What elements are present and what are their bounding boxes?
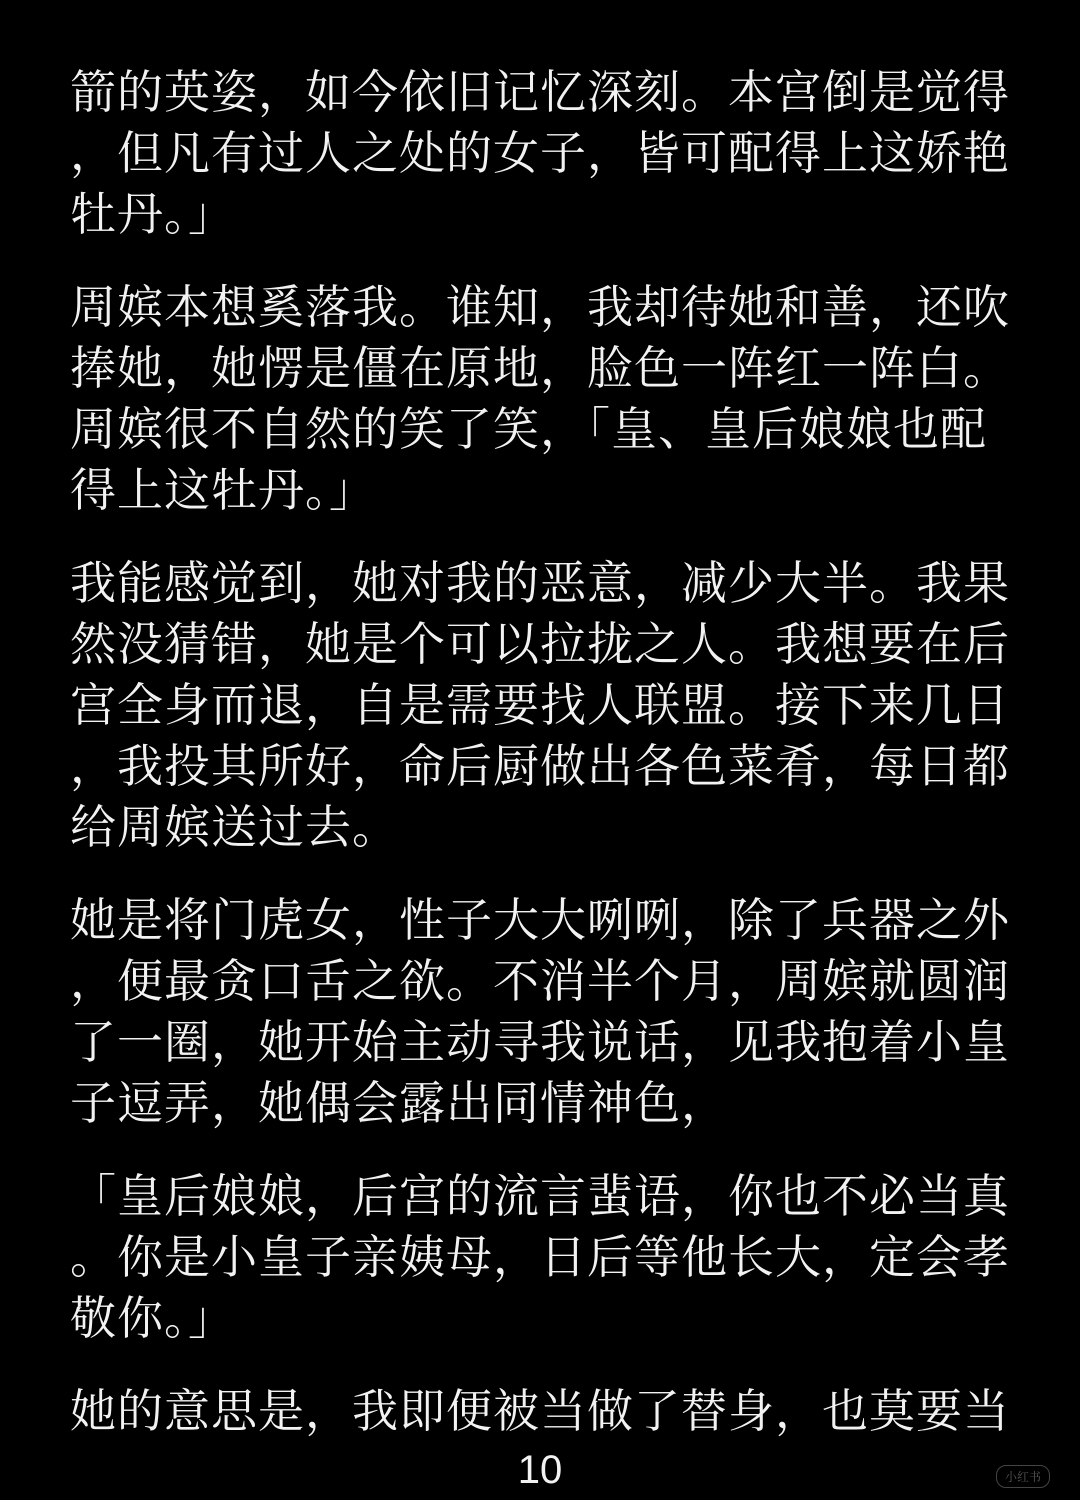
text-line: 得上这牡丹。」 (70, 463, 376, 517)
text-line: 她是将门虎女，性子大大咧咧，除了兵器之外 (70, 893, 1010, 947)
text-line: 箭的英姿，如今依旧记忆深刻。本宫倒是觉得 (70, 65, 1010, 119)
text-line: 我能感觉到，她对我的恶意，减少大半。我果 (70, 556, 1010, 610)
paragraph-2 (70, 277, 1014, 521)
page-number: 10 (517, 1448, 563, 1492)
text-line: 。你是小皇子亲姨母，日后等他长大，定会孝 (70, 1230, 1010, 1284)
text-line: ，我投其所好，命后厨做出各色菜肴，每日都 (70, 739, 1010, 793)
text-line: 她的意思是，我即便被当做了替身，也莫要当 (70, 1384, 1010, 1438)
text-line: ，便最贪口舌之欲。不消半个月，周嫔就圆润 (70, 954, 1010, 1008)
text-line: 牡丹。」 (70, 187, 235, 241)
paragraph-4 (70, 890, 1014, 1134)
text-line: 周嫔很不自然的笑了笑，「皇、皇后娘娘也配 (70, 402, 987, 456)
text-line: 捧她，她愣是僵在原地，脸色一阵红一阵白。 (70, 341, 1010, 395)
paragraph-1 (70, 62, 1014, 245)
text-line: 周嫔本想奚落我。谁知，我却待她和善，还吹 (70, 280, 1010, 334)
watermark-logo: 小红书 (996, 1465, 1050, 1488)
text-line: 子逗弄，她偶会露出同情神色， (70, 1076, 728, 1130)
text-line: 了一圈，她开始主动寻我说话，见我抱着小皇 (70, 1015, 1010, 1069)
text-line: 给周嫔送过去。 (70, 800, 399, 854)
paragraph-5 (70, 1166, 1014, 1349)
text-body (70, 62, 1014, 1474)
text-line: 敬你。」 (70, 1291, 235, 1345)
text-line: 宫全身而退，自是需要找人联盟。接下来几日 (70, 678, 1010, 732)
text-line: 然没猜错，她是个可以拉拢之人。我想要在后 (70, 617, 1010, 671)
paragraph-3 (70, 553, 1014, 858)
text-line: 「皇后娘娘，后宫的流言蜚语，你也不必当真 (70, 1169, 1010, 1223)
text-line: ，但凡有过人之处的女子，皆可配得上这娇艳 (70, 126, 1010, 180)
paragraph-6 (70, 1381, 1014, 1442)
